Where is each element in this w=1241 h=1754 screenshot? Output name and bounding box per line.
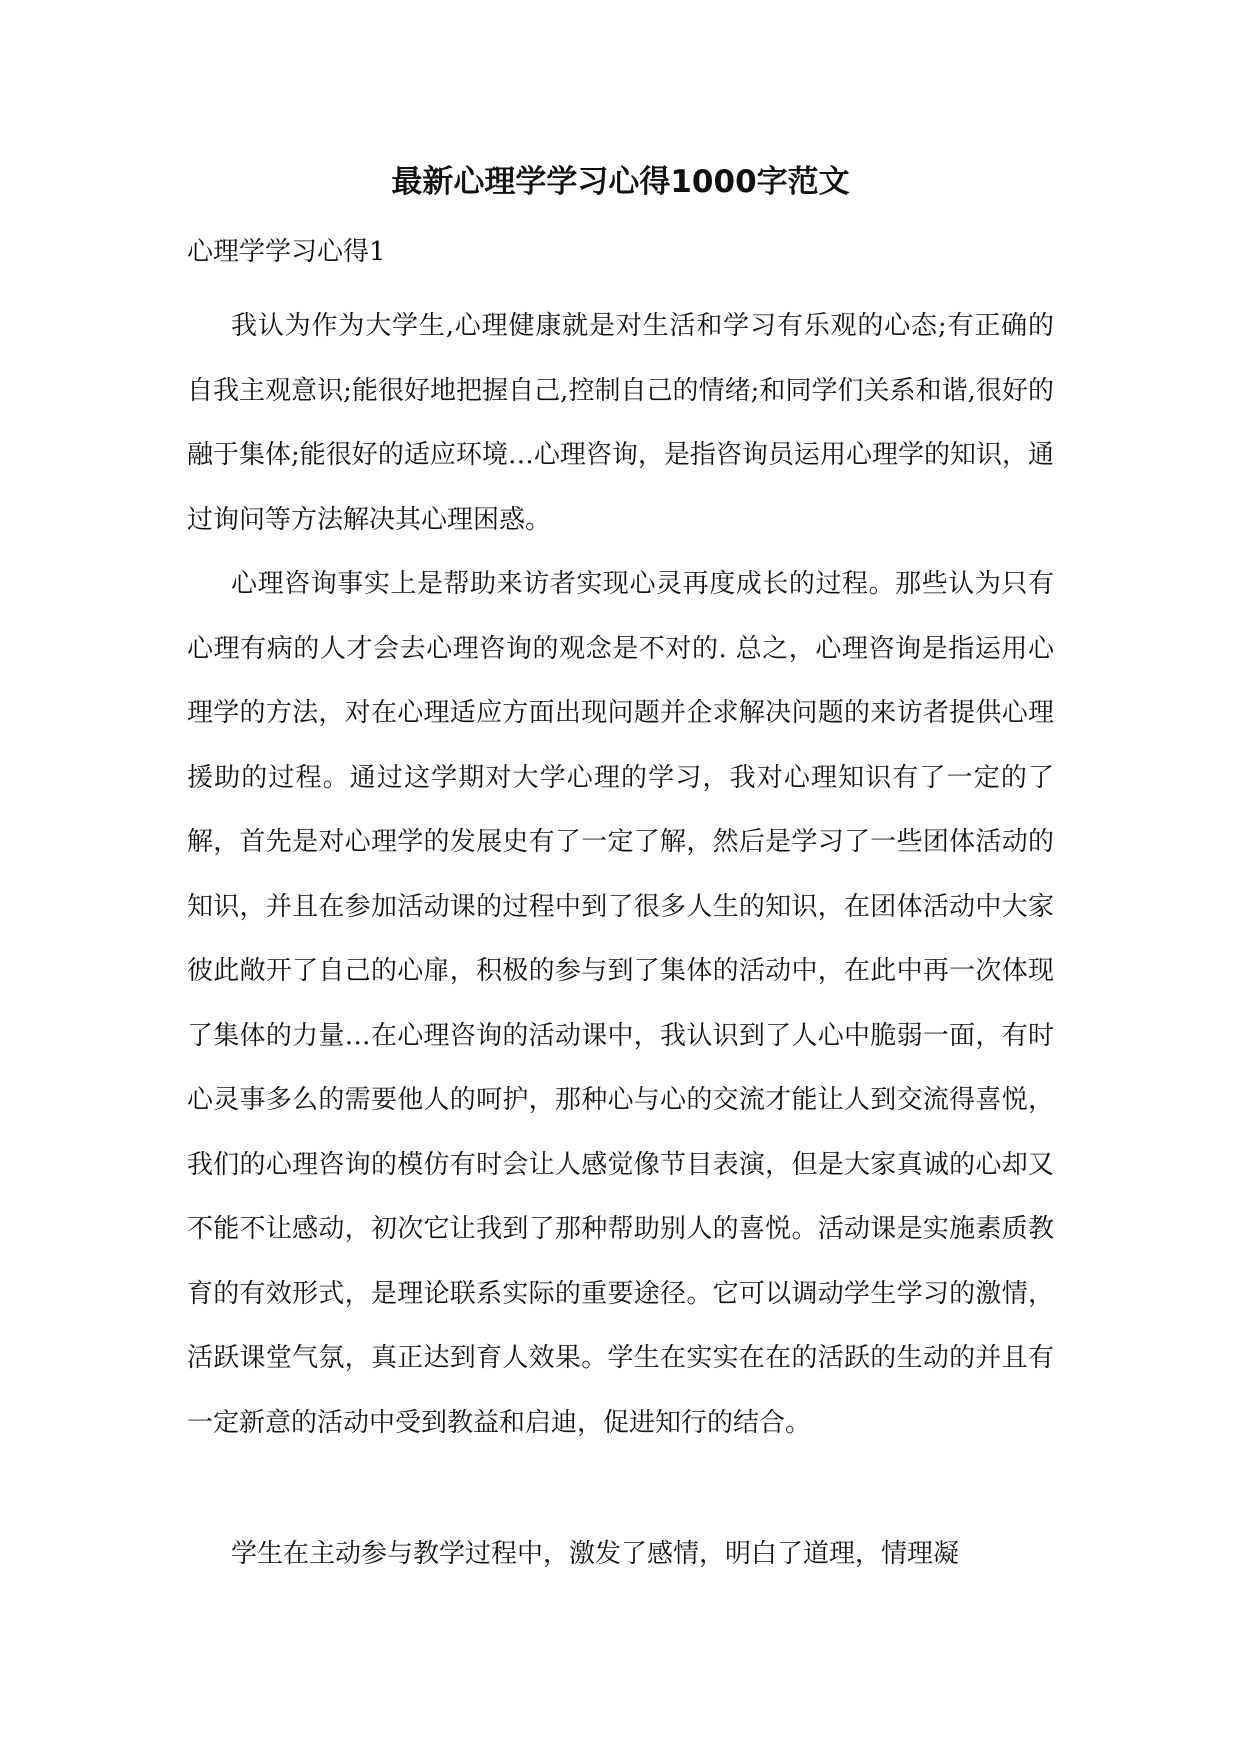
paragraph-1: 我认为作为大学生,心理健康就是对生活和学习有乐观的心态;有正确的自我主观意识;能很好地把握自己,控制自己的情绪;和同学们关系和谐,很好的融于集体;能很好的适应环境…心理咨询，是指咨询员运用心理学的知识，通过询问等方法解决其心理困惑。 <box>187 311 1054 535</box>
paragraph-3: 学生在主动参与教学过程中，激发了感情，明白了道理，情理凝 <box>231 1539 960 1569</box>
document-title: 最新心理学学习心得1000字范文 <box>391 164 850 200</box>
paragraph-2: 心理咨询事实上是帮助来访者实现心灵再度成长的过程。那些认为只有心理有病的人才会去心理咨询的观念是不对的. 总之，心理咨询是指运用心理学的方法，对在心理适应方面出现问题并企求解决问题的来访者提供心理援助的过程。通过这学期对大学心理的学习，我对心理知识有了一定的了解，首先是对心理学的发展史有了一定了解，然后是学习了一些团体活动的知识，并且在参加活动课的过程中到了很多人生的知识，在团体活动中大家彼此敞开了自己的心扉，积极的参与到了集体的活动中，在此中再一次体现了集体的力量…在心理咨询的活动课中，我认识到了人心中脆弱一面，有时心灵事多么的需要他人的呵护，那种心与心的交流才能让人到交流得喜悦，我们的心理咨询的模仿有时会让人感觉像节目表演，但是大家真诚的心却又不能不让感动，初次它让我到了那种帮助别人的喜悦。活动课是实施素质教育的有效形式，是理论联系实际的重要途径。它可以调动学生学习的激情，活跃课堂气氛，真正达到育人效果。学生在实实在在的活跃的生动的并且有一定新意的活动中受到教益和启迪，促进知行的结合。 <box>187 569 1054 1438</box>
section-heading: 心理学学习心得1 <box>187 237 386 267</box>
